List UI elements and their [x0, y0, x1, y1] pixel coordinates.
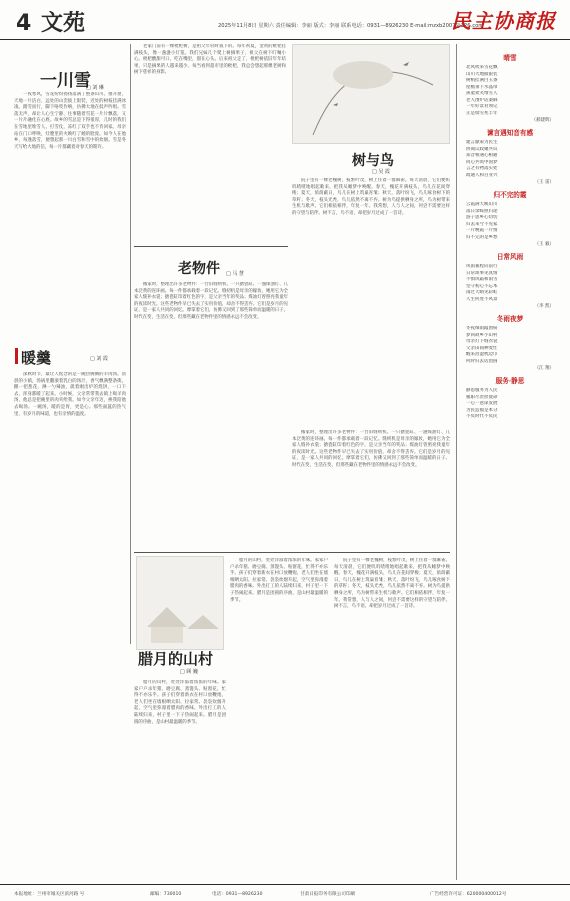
old-thing-byline: □ 马 慧: [226, 271, 244, 277]
poem-line: 树梢挂满白玉条: [466, 78, 498, 83]
poem-line: 梦回故乡小山村: [466, 332, 498, 338]
footer-phone: 电话：0931—8926230: [212, 892, 263, 897]
poem-title: 归不完的霞: [493, 191, 527, 199]
old-thing-continued: [292, 430, 450, 550]
poem-lines: [460, 388, 560, 421]
tree-bird-byline: □ 吴 霞: [372, 169, 390, 175]
tree-bird-paragraph: 院子里有一棵老槐树，枝繁叶茂，树上住着一群麻雀。每天清晨，它们便叽叽喳喳地唱起歌来，把我从睡梦中唤醒。春天，槐花开满枝头，鸟儿在花间穿梭；夏天，浓荫蔽日，鸟儿在树上筑巢育雏；秋天，落叶纷飞，鸟儿啄食树下的草籽；冬天，枝头光秃，鸟儿依然不离不弃。树为鸟提供栖身之所，鸟为树带来生机与歌声。它们相依相伴，年复一年。我常想，人与人之间，何尝不需要这样的守望与陪伴。树不言，鸟不语，却把岁月过成了一首诗。: [292, 178, 450, 216]
page-section-badge: [16, 6, 85, 37]
poem-lines: [460, 65, 560, 117]
poem-lines: [460, 264, 560, 303]
poem-line: 云霞满天映山川: [466, 202, 498, 207]
tree-bird-body: [292, 178, 450, 426]
poem-title: 日常风雨: [496, 253, 524, 261]
lamb-soup-paragraph: 深秋时节，最让人惦念的是一碗热腾腾的羊肉汤。清晨的小镇，汤锅里翻滚着乳白的汤汁，香气飘满整条街。撒一把葱花，淋一勺辣油，就着刚出炉的烧饼，一口下去，浑身都暖了起来。小时候，父亲常带我去镇上喝羊肉汤，他总是把碗里的肉夹给我。如今父亲年迈，换我陪他去喝汤。一碗汤，暖的是胃，更是心。那些氤氲的热气里，有岁月的味道，也有亲情的温度。: [14, 372, 126, 417]
heading-accent-bar: [15, 348, 18, 364]
old-thing-title: 老物件: [178, 261, 220, 277]
poem-line: 一片晚霞一片情: [466, 228, 498, 233]
poem-line: 为民造福是本分: [466, 407, 498, 413]
column-divider: [130, 44, 131, 644]
lamb-soup-heading: [15, 345, 95, 367]
laba-title: 腊月的山村: [138, 650, 214, 668]
poem-title: 谏言遇知音有感: [486, 129, 534, 137]
poem-lines: [460, 326, 560, 365]
poem-author: （李 凯）: [534, 304, 554, 309]
poem-line: 屋檐垂下水晶帘: [466, 84, 498, 90]
page-header: [0, 0, 570, 40]
snow-paragraph: 一夜寒风，雪花纷纷扬扬落满了整条山川。推开窗，天地一片洁白，远处的山峦披上银装，近处的树枝挂满冰凌。踏雪而行，脚下咯吱作响，仿佛大地在低声吟唱。雪落无声，却让人心生宁静，往事随着雪花一片片飘落，又一片片融化在心底。故乡的雪总是下得很厚，儿时的我们在雪地里堆雪人、打雪仗，冻红了双手也不肯回家。母亲站在门口呼唤，灶膛里的火映红了她的脸庞。如今人在他乡，每逢落雪，便想起那一川白雪和雪中的炊烟。雪是冬天写给大地的信，每一片都藏着对春天的期许。: [14, 92, 126, 150]
poem-line: 归不完的是乡愁: [466, 234, 498, 240]
footer-address: 本报地址：兰州市城关区滨河路 号: [14, 892, 85, 897]
poem-line: 何时归去话团圆: [466, 358, 498, 364]
poem-author: （王 雷）: [534, 180, 554, 185]
poem-author: （郝建辉）: [531, 118, 554, 123]
poem-lines: [460, 202, 560, 241]
poem-line: 人生何处不风景: [466, 296, 498, 302]
laba-paragraph-3: 院子里有一棵老槐树，枝繁叶茂，树上住着一群麻雀。每天清晨，它们便叽叽喳喳地唱起歌来，把我从睡梦中唤醒。春天，槐花开满枝头，鸟儿在花间穿梭；夏天，浓荫蔽日，鸟儿在树上筑巢育雏；秋天，落叶纷飞，鸟儿啄食树下的草籽；冬天，枝头光秃，鸟儿依然不离不弃。树为鸟提供栖身之所，鸟为树带来生机与歌声。它们相依相伴，年复一年。我常想，人与人之间，何尝不需要这样的守望与陪伴。树不言，鸟不语，却把岁月过成了一首诗。: [334, 558, 450, 610]
footer-printer: 甘肃日报印务有限公司印刷: [300, 892, 356, 897]
old-thing-paragraph-2: 搬家时，整理出许多老物件：一台旧缝纫机、一只搪瓷缸、一盏煤油灯、几本泛黄的连环画。每一件都承载着一段记忆。缝纫机是母亲的嫁妆，她用它为全家人缝补衣裳；搪瓷缸印着红色的字，是父亲当年的奖品；煤油灯曾照亮我童年的夜读时光。这些老物件早已失去了实用价值，却舍不得丢弃。它们是岁月的见证，是一家人共同的回忆。摩挲着它们，仿佛又回到了那些简单而温暖的日子。时代在变，生活在变，但那些藏在老物件里的情感永远不会改变。: [292, 430, 450, 468]
poem-block: [460, 52, 560, 123]
loquat-body: [134, 44, 286, 244]
poem-line: 政通人和百业兴: [466, 172, 498, 178]
lamb-soup-body: [14, 372, 126, 877]
footer-license: 广告经营许可证：620000400012号: [430, 892, 507, 897]
poem-line: 醒来泪湿枕边巾: [466, 352, 498, 357]
poem-line: 北风吹来雪花飘: [466, 65, 498, 70]
poem-line: 知音相遇心相通: [466, 153, 498, 158]
poem-line: 不惧风霜和雨雪: [466, 277, 498, 282]
laba-body-3: [334, 558, 450, 878]
poem-line: 同心共筑中国梦: [466, 159, 498, 165]
section-divider-2: [134, 552, 450, 553]
tree-bird-title: 树与鸟: [352, 153, 394, 169]
poem-line: 坚守初心不忘本: [466, 283, 498, 289]
poem-block: [460, 251, 560, 309]
poem-line: 归去来兮不见家: [466, 221, 498, 227]
poem-author: （王 毅）: [534, 242, 554, 247]
poem-line: 冬夜细雨敲窗棂: [466, 326, 498, 331]
poem-line: 履职尽责担使命: [466, 394, 498, 400]
village-illustration: [136, 556, 224, 650]
page-footer: [0, 884, 570, 901]
sidebar-divider: [456, 44, 457, 880]
poem-line: 一心一意谋发展: [466, 401, 498, 406]
poem-lines: [460, 140, 560, 179]
poem-line: 风雨兼程向前行: [466, 264, 498, 269]
poem-line: 母亲灯下缝衣裳: [466, 339, 498, 344]
footer-postcode: 邮编：730010: [150, 892, 182, 897]
dateline: 2025年11月8日 星期六 责任编辑：李丽 版式：李丽 联系电话：0931—8926230 E-mail:mzxb2007@126.com: [218, 23, 484, 29]
poem-line: 言之有物落实处: [466, 166, 498, 171]
tree-bird-illustration: [292, 44, 450, 144]
laba-paragraph: 腊月的山村，处处洋溢着浓浓的年味。家家户户杀年猪、磨豆腐、蒸馒头、贴窗花，忙得不亦乐乎。孩子们穿着新衣在村口放鞭炮，老人们坐在墙根晒太阳、拉家常。袅袅炊烟升起，空气里弥漫着腊肉的香味。外出打工的人陆续归来，村子里一下子热闹起来。腊月是团圆的序曲，是山村最温暖的季节。: [134, 680, 226, 725]
laba-paragraph-2: 腊月的山村，处处洋溢着浓浓的年味。家家户户杀年猪、磨豆腐、蒸馒头、贴窗花，忙得不亦乐乎。孩子们穿着新衣在村口放鞭炮，老人们坐在墙根晒太阳、拉家常。袅袅炊烟升起，空气里弥漫着腊肉的香味。外出打工的人陆续归来，村子里一下子热闹起来。腊月是团圆的序曲，是山村最温暖的季节。: [230, 558, 328, 603]
poem-title: 晴雪: [503, 54, 517, 62]
lamb-soup-title: 暖羹: [21, 349, 52, 367]
poem-line: 一年好景君须记: [466, 104, 498, 109]
poem-sidebar: [460, 48, 560, 848]
poem-line: 协商议政聚共识: [466, 146, 498, 152]
laba-body-2: [230, 558, 328, 878]
poem-line: 日常琐事见真情: [466, 270, 498, 276]
poem-line: 游子思乡心切切: [466, 215, 498, 220]
poem-line: 父亲田间种麦忙: [466, 345, 498, 351]
poem-block: [460, 189, 560, 247]
poem-line: 孩童欢笑堆雪人: [466, 91, 498, 96]
old-thing-body: [134, 282, 288, 547]
poem-block: [460, 127, 560, 185]
poem-block: [460, 375, 560, 421]
laba-body: [134, 680, 226, 878]
poem-line: 静思服务为人民: [466, 388, 498, 393]
poem-title: 冬雨夜梦: [496, 315, 524, 323]
poem-line: 正是瑞雪兆丰年: [466, 110, 498, 116]
poem-block: [460, 313, 560, 371]
laba-byline: □ 顾 巍: [180, 669, 198, 675]
poem-line: 建言献策为民生: [466, 140, 498, 145]
poem-line: 山川大地披银装: [466, 71, 498, 77]
masthead: 民主协商报: [451, 9, 556, 33]
poem-author: （江 翔）: [534, 366, 554, 371]
old-thing-paragraph: 搬家时，整理出许多老物件：一台旧缝纫机、一只搪瓷缸、一盏煤油灯、几本泛黄的连环画。每一件都承载着一段记忆。缝纫机是母亲的嫁妆，她用它为全家人缝补衣裳；搪瓷缸印着红色的字，是父亲当年的奖品；煤油灯曾照亮我童年的夜读时光。这些老物件早已失去了实用价值，却舍不得丢弃。它们是岁月的见证，是一家人共同的回忆。摩挲着它们，仿佛又回到了那些简单而温暖的日子。时代在变，生活在变，但那些藏在老物件里的情感永远不会改变。: [134, 282, 288, 320]
poem-line: 老人围炉话桑麻: [466, 97, 498, 103]
snow-body: [14, 92, 126, 340]
lamb-soup-byline: □ 刘 霞: [90, 356, 108, 362]
poem-line: 落日余晖照归途: [466, 208, 498, 214]
section-divider: [134, 246, 288, 247]
poem-title: 服务·静思: [495, 377, 525, 385]
house-icon: [137, 557, 223, 649]
poem-line: 不负时代不负民: [466, 414, 498, 419]
poem-line: 雨过天晴见彩虹: [466, 290, 498, 295]
snow-title: 一川雪: [40, 71, 91, 91]
page-number: 4: [16, 11, 32, 36]
loquat-paragraph: 老家门前有一棵枇杷树，是祖父年轻时栽下的。每年初夏，金黄的枇杷挂满枝头，像一盏盏小灯笼。我们兄妹几个爬上树摘果子，祖父在树下叮嘱小心。枇杷酸甜可口，吃在嘴里，甜在心头。后来祖父走了，枇杷树依旧年年结果，只是摘果的人越来越少。每当看到超市里的枇杷，我总会想起那棵老树和树下慈祥的身影。: [134, 44, 286, 76]
section-title: 文苑: [40, 10, 85, 36]
tree-bird-icon: [293, 45, 449, 143]
snow-byline: □ 刘 琳: [86, 85, 104, 91]
